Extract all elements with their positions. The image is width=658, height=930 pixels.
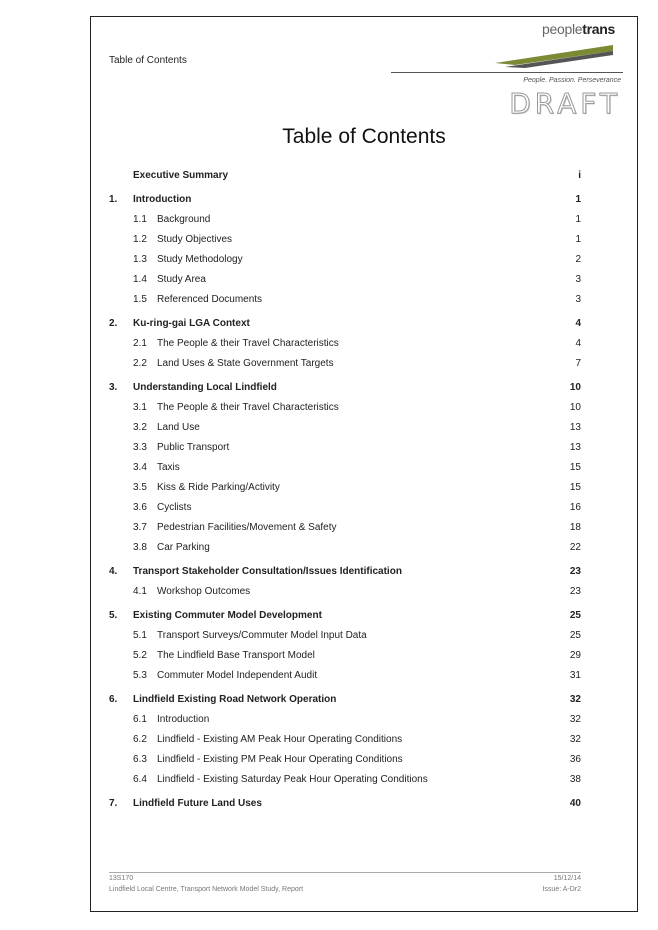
toc-entry-number: 4. xyxy=(109,565,118,577)
toc-entry-label: Introduction xyxy=(133,193,192,205)
toc-entry-number: 5. xyxy=(109,609,118,621)
peopletrans-logo xyxy=(495,21,615,73)
toc-entry-label: Study Area xyxy=(157,273,206,285)
toc-entry-page-number: 32 xyxy=(569,733,581,745)
toc-entry-page-number: 25 xyxy=(569,609,581,621)
draft-watermark: DRAFT xyxy=(509,87,621,120)
toc-entry-label: Referenced Documents xyxy=(157,293,263,305)
toc-section-entry[interactable] xyxy=(109,165,581,185)
toc-entry-page-number: 4 xyxy=(575,337,581,349)
toc-section-entry[interactable] xyxy=(109,689,581,709)
toc-section-entry[interactable] xyxy=(109,189,581,209)
toc-entry-page-number: 31 xyxy=(569,669,581,681)
toc-entry-page-number: 1 xyxy=(575,213,581,225)
toc-entry-label: Land Use xyxy=(157,421,200,433)
toc-entry-number: 6. xyxy=(109,693,118,705)
toc-subsection-entry[interactable] xyxy=(109,333,581,353)
toc-entry-label: Study Objectives xyxy=(157,233,233,245)
toc-entry-number: 3.4 xyxy=(133,461,147,473)
toc-entry-page-number: 29 xyxy=(569,649,581,661)
toc-section-entry[interactable] xyxy=(109,793,581,813)
toc-section-entry[interactable] xyxy=(109,605,581,625)
toc-entry-label: Transport Surveys/Commuter Model Input Data xyxy=(157,629,367,641)
toc-entry-label: Executive Summary xyxy=(133,169,229,181)
toc-subsection-entry[interactable] xyxy=(109,749,581,769)
logo-prefix: people xyxy=(542,21,583,37)
toc-entry-number: 4.1 xyxy=(133,585,147,597)
table-of-contents xyxy=(109,165,581,813)
running-header-title: Table of Contents xyxy=(109,55,187,66)
toc-entry-label: Taxis xyxy=(157,461,180,473)
logo-swoosh-icon xyxy=(495,37,615,69)
toc-entry-number: 1.4 xyxy=(133,273,147,285)
toc-section-entry[interactable] xyxy=(109,313,581,333)
toc-entry-label: Existing Commuter Model Development xyxy=(133,609,322,621)
tagline: People. Passion. Perseverance xyxy=(523,77,621,84)
toc-entry-page-number: 25 xyxy=(569,629,581,641)
toc-subsection-entry[interactable] xyxy=(109,229,581,249)
toc-entry-number: 3.1 xyxy=(133,401,147,413)
toc-entry-number: 2.1 xyxy=(133,337,147,349)
toc-entry-page-number: 13 xyxy=(569,421,581,433)
toc-entry-label: The People & their Travel Characteristics xyxy=(157,401,339,413)
toc-entry-number: 3.2 xyxy=(133,421,147,433)
toc-entry-page-number: 36 xyxy=(569,753,581,765)
toc-subsection-entry[interactable] xyxy=(109,517,581,537)
footer-project-number: 13S170 xyxy=(109,875,134,882)
toc-heading: Table of Contents xyxy=(282,125,446,148)
toc-entry-label: Transport Stakeholder Consultation/Issues Identification xyxy=(133,565,402,577)
toc-entry-label: Workshop Outcomes xyxy=(157,585,251,597)
toc-entry-page-number: 3 xyxy=(575,273,581,285)
toc-entry-label: Lindfield - Existing Saturday Peak Hour Operating Conditions xyxy=(157,773,428,785)
toc-subsection-entry[interactable] xyxy=(109,289,581,309)
toc-entry-number: 2. xyxy=(109,317,118,329)
toc-entry-label: Land Uses & State Government Targets xyxy=(157,357,334,369)
toc-entry-label: Kiss & Ride Parking/Activity xyxy=(157,481,280,493)
toc-entry-page-number: 32 xyxy=(569,713,581,725)
toc-entry-page-number: 16 xyxy=(569,501,581,513)
toc-entry-number: 5.1 xyxy=(133,629,147,641)
toc-entry-number: 6.4 xyxy=(133,773,147,785)
toc-subsection-entry[interactable] xyxy=(109,249,581,269)
toc-subsection-entry[interactable] xyxy=(109,209,581,229)
toc-entry-page-number: i xyxy=(578,169,581,181)
toc-subsection-entry[interactable] xyxy=(109,437,581,457)
toc-entry-number: 3.7 xyxy=(133,521,147,533)
footer-report-title: Lindfield Local Centre, Transport Network Model Study, Report xyxy=(109,886,304,893)
toc-entry-page-number: 32 xyxy=(569,693,581,705)
toc-entry-number: 6.2 xyxy=(133,733,147,745)
toc-entry-label: Pedestrian Facilities/Movement & Safety xyxy=(157,521,337,533)
toc-subsection-entry[interactable] xyxy=(109,769,581,789)
footer-rule xyxy=(109,872,581,873)
toc-entry-label: The People & their Travel Characteristics xyxy=(157,337,339,349)
toc-subsection-entry[interactable] xyxy=(109,709,581,729)
toc-entry-number: 7. xyxy=(109,797,118,809)
toc-entry-number: 2.2 xyxy=(133,357,147,369)
toc-entry-number: 3.5 xyxy=(133,481,147,493)
toc-subsection-entry[interactable] xyxy=(109,581,581,601)
toc-subsection-entry[interactable] xyxy=(109,497,581,517)
toc-entry-label: Understanding Local Lindfield xyxy=(133,381,277,393)
toc-entry-number: 1. xyxy=(109,193,118,205)
logo-text xyxy=(542,21,615,37)
toc-subsection-entry[interactable] xyxy=(109,477,581,497)
toc-entry-page-number: 4 xyxy=(575,317,581,329)
toc-entry-number: 1.5 xyxy=(133,293,147,305)
toc-entry-label: Public Transport xyxy=(157,441,230,453)
toc-entry-page-number: 1 xyxy=(575,193,581,205)
toc-entry-label: Introduction xyxy=(157,713,210,725)
toc-subsection-entry[interactable] xyxy=(109,645,581,665)
toc-entry-page-number: 10 xyxy=(569,381,581,393)
toc-section-entry[interactable] xyxy=(109,561,581,581)
toc-entry-label: Lindfield - Existing AM Peak Hour Operating Conditions xyxy=(157,733,403,745)
toc-entry-page-number: 2 xyxy=(575,253,581,265)
toc-entry-number: 1.3 xyxy=(133,253,147,265)
footer-date: 15/12/14 xyxy=(553,875,581,882)
toc-entry-label: Car Parking xyxy=(157,541,210,553)
toc-entry-page-number: 3 xyxy=(575,293,581,305)
toc-entry-page-number: 10 xyxy=(569,401,581,413)
toc-subsection-entry[interactable] xyxy=(109,457,581,477)
toc-entry-page-number: 18 xyxy=(569,521,581,533)
toc-entry-page-number: 38 xyxy=(569,773,581,785)
toc-entry-page-number: 1 xyxy=(575,233,581,245)
logo-suffix: trans xyxy=(582,21,615,37)
toc-entry-page-number: 7 xyxy=(575,357,581,369)
toc-entry-number: 3.3 xyxy=(133,441,147,453)
toc-entry-number: 6.1 xyxy=(133,713,147,725)
toc-entry-label: Ku-ring-gai LGA Context xyxy=(133,317,250,329)
toc-entry-page-number: 22 xyxy=(569,541,581,553)
toc-entry-page-number: 15 xyxy=(569,461,581,473)
toc-entry-number: 5.3 xyxy=(133,669,147,681)
toc-subsection-entry[interactable] xyxy=(109,269,581,289)
toc-subsection-entry[interactable] xyxy=(109,417,581,437)
toc-entry-number: 3.6 xyxy=(133,501,147,513)
toc-entry-label: The Lindfield Base Transport Model xyxy=(157,649,315,661)
toc-entry-label: Cyclists xyxy=(157,501,192,513)
toc-entry-label: Lindfield Future Land Uses xyxy=(133,797,262,809)
page-footer xyxy=(109,875,581,897)
toc-entry-label: Study Methodology xyxy=(157,253,243,265)
toc-subsection-entry[interactable] xyxy=(109,397,581,417)
toc-entry-number: 1.2 xyxy=(133,233,147,245)
toc-entry-page-number: 13 xyxy=(569,441,581,453)
footer-issue: Issue: A-Dr2 xyxy=(542,886,581,893)
toc-entry-label: Lindfield Existing Road Network Operation xyxy=(133,693,337,705)
toc-entry-number: 1.1 xyxy=(133,213,147,225)
toc-entry-number: 3. xyxy=(109,381,118,393)
toc-subsection-entry[interactable] xyxy=(109,729,581,749)
toc-subsection-entry[interactable] xyxy=(109,665,581,685)
toc-entry-number: 3.8 xyxy=(133,541,147,553)
toc-entry-number: 5.2 xyxy=(133,649,147,661)
header-rule xyxy=(391,72,623,73)
toc-entry-page-number: 40 xyxy=(569,797,581,809)
toc-entry-page-number: 23 xyxy=(569,565,581,577)
toc-subsection-entry[interactable] xyxy=(109,625,581,645)
toc-section-entry[interactable] xyxy=(109,377,581,397)
toc-subsection-entry[interactable] xyxy=(109,537,581,557)
toc-entry-number: 6.3 xyxy=(133,753,147,765)
toc-entry-label: Background xyxy=(157,213,211,225)
toc-entry-page-number: 15 xyxy=(569,481,581,493)
toc-entry-label: Commuter Model Independent Audit xyxy=(157,669,318,681)
toc-entry-label: Lindfield - Existing PM Peak Hour Operating Conditions xyxy=(157,753,403,765)
toc-subsection-entry[interactable] xyxy=(109,353,581,373)
document-page xyxy=(90,16,638,912)
toc-entry-page-number: 23 xyxy=(569,585,581,597)
